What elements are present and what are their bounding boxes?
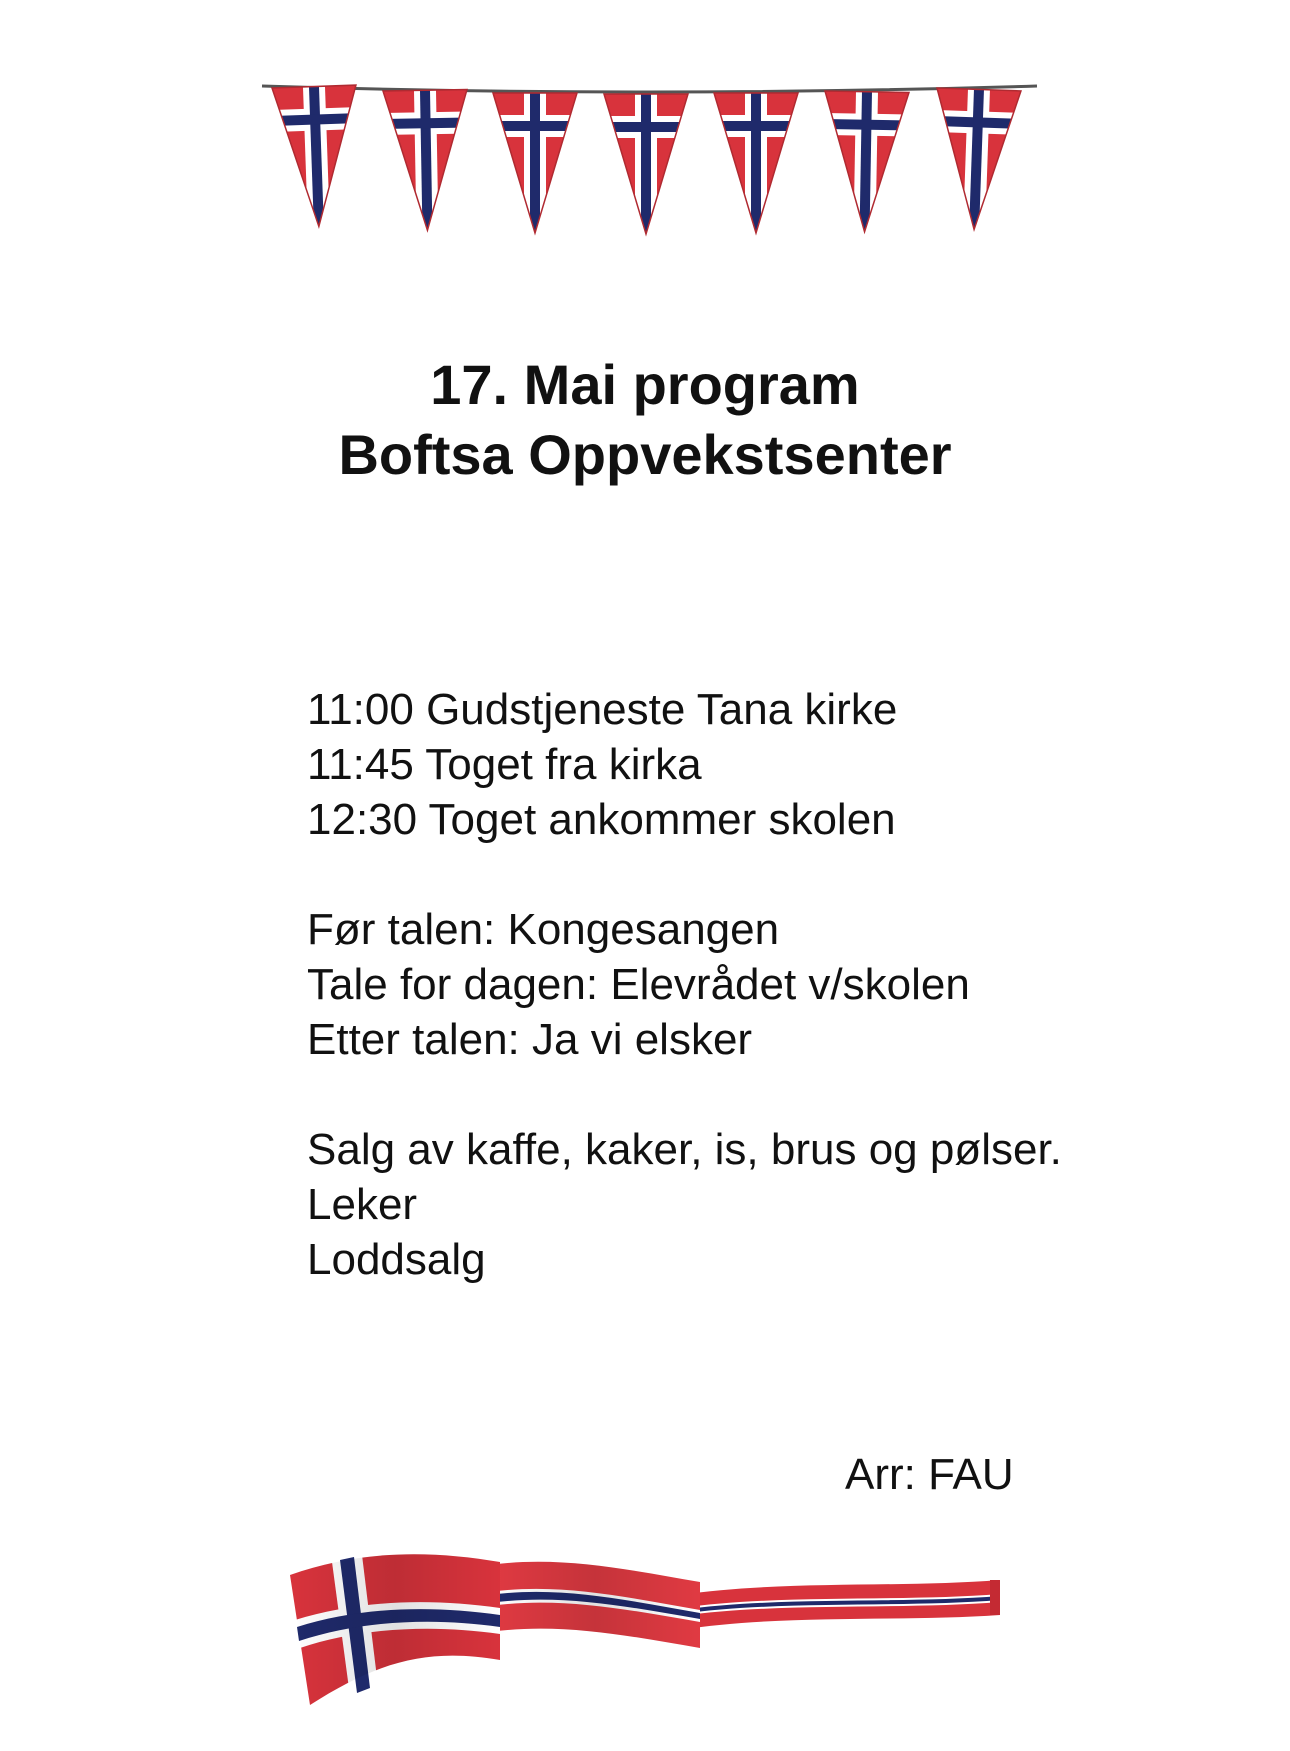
schedule-item: 11:00 Gudstjeneste Tana kirke: [307, 685, 898, 734]
speech-item: Tale for dagen: Elevrådet v/skolen: [307, 960, 970, 1009]
schedule-item: 12:30 Toget ankommer skolen: [307, 795, 896, 844]
activity-item: Loddsalg: [307, 1235, 486, 1284]
speech-item: Før talen: Kongesangen: [307, 905, 780, 954]
spacer: [307, 847, 1062, 902]
schedule-item: 11:45 Toget fra kirka: [307, 740, 702, 789]
pennant-1: [272, 85, 361, 228]
norwegian-flag-bunting-icon: [0, 0, 1290, 260]
ribbon-flag-main: [290, 1554, 500, 1705]
program-body: [307, 682, 1062, 1287]
spacer: [307, 1067, 1062, 1122]
pennant-6: [823, 91, 909, 232]
title-line-1: 17. Mai program: [430, 353, 860, 416]
activity-item: Salg av kaffe, kaker, is, brus og pølser.: [307, 1125, 1062, 1174]
ribbon-tail: [680, 1580, 1000, 1630]
ribbon-middle: [490, 1562, 700, 1648]
pennant-3: [493, 93, 577, 233]
pennant-4: [604, 94, 688, 234]
activity-item: Leker: [307, 1180, 418, 1229]
pennant-5: [714, 93, 798, 233]
norwegian-flag-ribbon-icon: [0, 1510, 1290, 1751]
page-title: [0, 350, 1290, 490]
organizer-credit: Arr: FAU: [845, 1450, 1014, 1499]
pennant-2: [383, 90, 469, 231]
pennant-7: [932, 88, 1021, 231]
title-line-2: Boftsa Oppvekstsenter: [338, 423, 952, 486]
speech-item: Etter talen: Ja vi elsker: [307, 1015, 753, 1064]
